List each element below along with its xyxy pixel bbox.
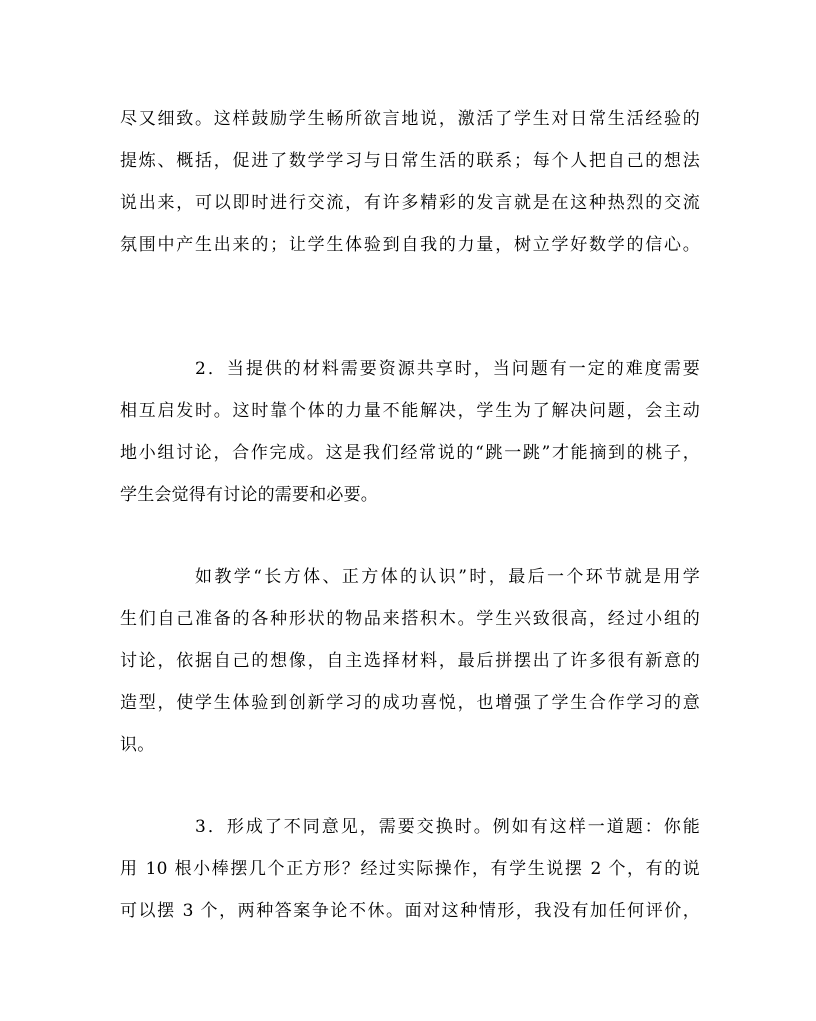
paragraph-3-line-5: 识。	[120, 735, 155, 755]
paragraph-2-line-4: 学生会觉得有讨论的需要和必要。	[120, 485, 378, 505]
paragraph-4-line-3: 可以摆 3 个，两种答案争论不休。面对这种情形，我没有加任何评价，	[120, 901, 700, 921]
paragraph-2-line-1: 2．当提供的材料需要资源共享时，当问题有一定的难度需要	[195, 359, 700, 379]
paragraph-1-line-2: 提炼、概括，促进了数学学习与日常生活的联系；每个人把自己的想法	[120, 151, 700, 171]
paragraph-3-line-4: 造型，使学生体验到创新学习的成功喜悦，也增强了学生合作学习的意	[120, 693, 700, 713]
paragraph-2-line-3: 地小组讨论，合作完成。这是我们经常说的“跳一跳”才能摘到的桃子，	[120, 443, 700, 463]
paragraph-2-line-2: 相互启发时。这时靠个体的力量不能解决，学生为了解决问题，会主动	[120, 401, 700, 421]
paragraph-3-line-1: 如教学“长方体、正方体的认识”时，最后一个环节就是用学	[195, 567, 700, 587]
paragraph-4-line-2: 用 10 根小棒摆几个正方形？经过实际操作，有学生说摆 2 个，有的说	[120, 859, 700, 879]
paragraph-1-line-1: 尽又细致。这样鼓励学生畅所欲言地说，激活了学生对日常生活经验的	[120, 109, 700, 129]
paragraph-1-line-3: 说出来，可以即时进行交流，有许多精彩的发言就是在这种热烈的交流	[120, 193, 700, 213]
paragraph-3-line-3: 讨论，依据自己的想像，自主选择材料，最后拼摆出了许多很有新意的	[120, 651, 700, 671]
paragraph-1-line-4: 氛围中产生出来的；让学生体验到自我的力量，树立学好数学的信心。	[120, 235, 700, 255]
paragraph-3-line-2: 生们自己准备的各种形状的物品来搭积木。学生兴致很高，经过小组的	[120, 609, 700, 629]
paragraph-4-line-1: 3．形成了不同意见，需要交换时。例如有这样一道题：你能	[195, 817, 700, 837]
